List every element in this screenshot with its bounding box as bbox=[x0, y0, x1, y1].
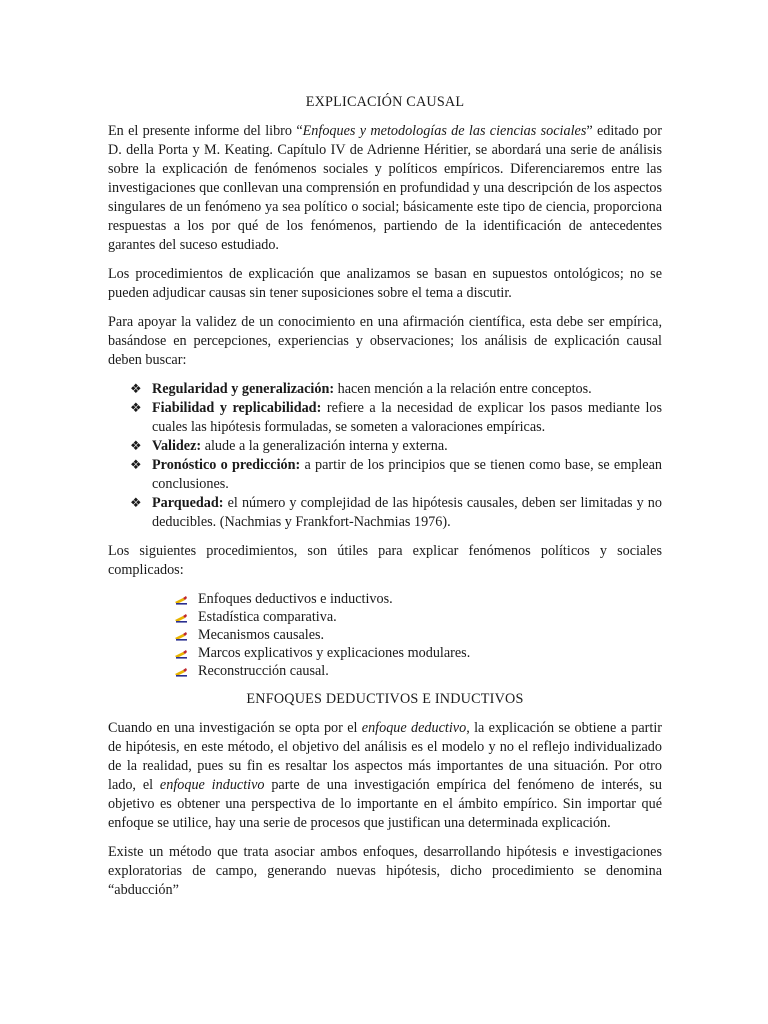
list-item bbox=[108, 662, 662, 680]
list-item bbox=[108, 626, 662, 644]
procedure-label: Estadística comparativa. bbox=[198, 609, 337, 625]
diamond-bullet-icon: ❖ bbox=[130, 496, 142, 511]
procedures-intro: Los siguientes procedimientos, son útiles para explicar fenómenos políticos y sociales complicados: bbox=[108, 543, 662, 578]
criterion-term: Validez: bbox=[152, 438, 202, 454]
criterion-term: Pronóstico o predicción: bbox=[152, 457, 301, 473]
criterion-text: hacen mención a la relación entre conceptos. bbox=[334, 381, 592, 397]
intro-paragraph-2: Los procedimientos de explicación que analizamos se basan en supuestos ontológicos; no se pueden adjudicar causas sin tener suposiciones sobre el tema a discutir. bbox=[108, 266, 662, 301]
diamond-bullet-icon: ❖ bbox=[130, 401, 142, 416]
list-item bbox=[108, 590, 662, 608]
section-heading: ENFOQUES DEDUCTIVOS E INDUCTIVOS bbox=[246, 691, 524, 707]
section-paragraph-2: Existe un método que trata asociar ambos enfoques, desarrollando hipótesis e investigaciones exploratorias de campo, generando nuevas hipótesis, dicho procedimiento se denomina “abducción” bbox=[108, 844, 662, 898]
document-content bbox=[108, 0, 662, 910]
pen-bullet-icon bbox=[174, 611, 188, 623]
procedure-label: Mecanismos causales. bbox=[198, 627, 325, 643]
pen-bullet-icon bbox=[174, 629, 188, 641]
inductive-term: enfoque inductivo bbox=[159, 777, 265, 793]
list-item bbox=[108, 380, 662, 399]
list-item bbox=[108, 456, 662, 494]
criterion-term: Regularidad y generalización: bbox=[152, 381, 335, 397]
procedure-label: Marcos explicativos y explicaciones modulares. bbox=[198, 645, 471, 661]
section-text-a: Cuando en una investigación se opta por el bbox=[108, 720, 362, 736]
diamond-bullet-icon: ❖ bbox=[130, 439, 142, 454]
criterion-text: refiere a la necesidad de explicar los pasos mediante los cuales las hipótesis formuladas, se someten a valoraciones empíricas. bbox=[152, 400, 662, 435]
deductive-term: enfoque deductivo bbox=[361, 720, 467, 736]
list-item bbox=[108, 494, 662, 532]
criteria-list bbox=[108, 380, 662, 532]
pen-bullet-icon bbox=[174, 665, 188, 677]
list-item bbox=[108, 437, 662, 456]
diamond-bullet-icon: ❖ bbox=[130, 382, 142, 397]
pen-bullet-icon bbox=[174, 593, 188, 605]
intro-text-a: En el presente informe del libro “ bbox=[108, 123, 303, 139]
list-item bbox=[108, 644, 662, 662]
section-text-b: , la explicación se obtiene a partir de hipótesis, en este método, el objetivo del análisis es el modelo y no el reflejo individualizado de la realidad, pues su fin es resaltar los aspectos más importantes de una situación. Por otro lado, el bbox=[108, 720, 662, 793]
section-paragraph-1 bbox=[108, 719, 662, 833]
procedure-label: Enfoques deductivos e inductivos. bbox=[198, 591, 393, 607]
intro-text-b: ” editado por D. della Porta y M. Keating. Capítulo IV de Adrienne Héritier, se abordará una serie de análisis sobre la explicación de fenómenos sociales y políticos empíricos. Diferenciaremos entre las investigaciones que conllevan una comprensión en profundidad y una descripción de los aspectos singulares de un fenómeno ya sea político o social; básicamente este tipo de ciencia, proporciona respuestas a los por qué de los fenómenos, partiendo de la identificación de antecedentes garantes del suceso estudiado. bbox=[108, 123, 662, 253]
criterion-term: Fiabilidad y replicabilidad: bbox=[152, 400, 322, 416]
criterion-term: Parquedad: bbox=[152, 495, 224, 511]
procedure-label: Reconstrucción causal. bbox=[198, 663, 329, 679]
criterion-text: alude a la generalización interna y externa. bbox=[201, 438, 448, 454]
section-text-c: parte de una investigación empírica del fenómeno de interés, su objetivo es obtener una perspectiva de lo importante en el ámbito empírico. Sin importar qué enfoque se utilice, hay una serie de procesos que justifican una determinada explicación. bbox=[108, 777, 662, 831]
intro-paragraph-1 bbox=[108, 122, 662, 255]
intro-paragraph-3: Para apoyar la validez de un conocimiento en una afirmación científica, esta debe ser empírica, basándose en percepciones, experiencias y observaciones; los análisis de explicación causal deben buscar: bbox=[108, 314, 662, 368]
criterion-text: el número y complejidad de las hipótesis causales, deben ser limitadas y no deducibles. (Nachmias y Frankfort-Nachmias 1976). bbox=[152, 495, 662, 530]
procedures-list bbox=[108, 590, 662, 680]
diamond-bullet-icon: ❖ bbox=[130, 458, 142, 473]
document-title: EXPLICACIÓN CAUSAL bbox=[305, 94, 465, 110]
list-item bbox=[108, 399, 662, 437]
list-item bbox=[108, 608, 662, 626]
criterion-text: a partir de los principios que se tienen como base, se emplean conclusiones. bbox=[152, 457, 662, 492]
book-title: Enfoques y metodologías de las ciencias sociales bbox=[302, 123, 587, 139]
pen-bullet-icon bbox=[174, 647, 188, 659]
